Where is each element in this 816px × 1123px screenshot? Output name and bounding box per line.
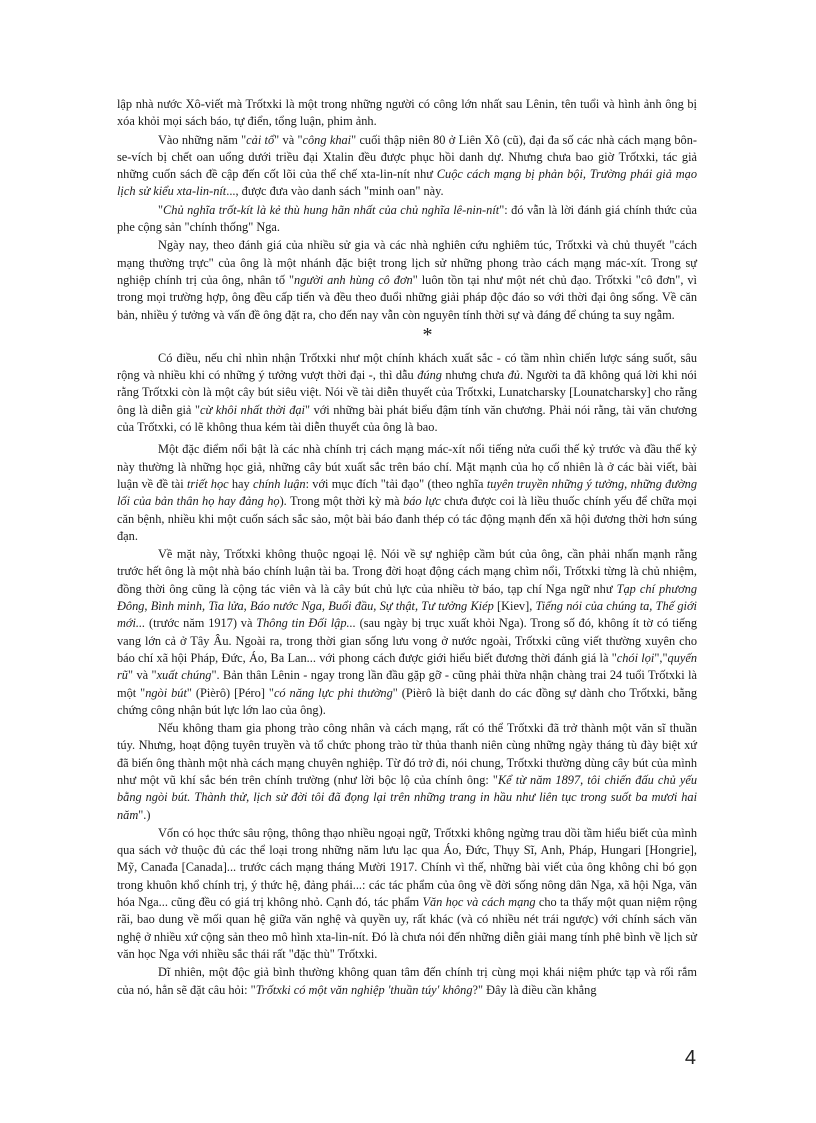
- text-run: lập nhà nước Xô-viết mà Trốtxki là một trong những người có công lớn nhất sau Lênin, tên tuổi và hình ảnh ông bị xóa khỏi mọi sách báo, tự điển, tổng luận, phim ảnh.: [117, 97, 697, 129]
- italic-text: Kể từ năm 1897, tôi chiến đấu chủ yếu bằng ngòi bút. Thành thử, lịch sử đời tôi đã đọng lại trên những trang in hầu như liên tục trong suốt ba mươi hai năm: [117, 772, 697, 822]
- text-run: " cuối thập niên 80 ở Liên Xô (cũ), đại đa số các nhà cách mạng bôn-se-vích bị chết oan uổng dưới triều đại Xtalin đều được phục hồi danh dự. Nhưng chưa bao giờ Trốtxki, tác giả những cuốn sách đề cập đến cốt lõi của thể chế xta-lin-nít như: [117, 132, 697, 182]
- text-run: (trước năm 1917) và: [145, 616, 257, 631]
- text-run: Dĩ nhiên, một độc giả bình thường không quan tâm đến chính trị cùng mọi khái niệm phức tạp và rối rắm của nó, hẳn sẽ đặt câu hỏi: ": [117, 965, 697, 997]
- text-run: chưa được coi là liều thuốc chính yếu để chữa mọi căn bệnh, nhiều khi một cuốn sách sắc sảo, một bài báo đanh thép có tác động mạnh đến xã hội đương thời hơn súng đạn.: [117, 494, 697, 543]
- text-run: ".): [138, 807, 151, 822]
- text-run: [Kiev],: [493, 599, 536, 614]
- paragraph: [117, 964, 697, 999]
- italic-text: người anh hùng cô đơn: [294, 272, 413, 287]
- text-run: ?" Đây là điều cần khẳng: [472, 982, 597, 997]
- text-run: " luôn tồn tại như một nét chủ đạo. Trốtxki "cô đơn", vì trong mọi trường hợp, ông đều cấp tiến và đều theo đuổi những giải pháp độc đáo so với thời đại ông sống. Về căn bản, nhiều ý tưởng và vấn đề ông đặt ra, cho đến nay vẫn còn nguyên tính thời sự và đáng để chúng ta suy ngẫm.: [117, 272, 697, 322]
- italic-text: công khai: [302, 132, 352, 147]
- text-run: Một đặc điểm nổi bật là các nhà chính trị cách mạng mác-xít nổi tiếng nửa cuối thế kỷ trước và đầu thế kỷ này thường là những học giả, những cây bút xuất sắc trên báo chí. Mặt mạnh của họ cố nhiên là ở các bài viết, bài luận về đề tài: [117, 442, 697, 491]
- text-run: ": [158, 202, 164, 217]
- paragraph: [117, 350, 697, 436]
- text-run: " với những bài phát biểu đậm tính văn chương. Phải nói rằng, tài văn chương của Trốtxki, có lẽ không thua kém tài diễn thuyết của ông là bao.: [117, 402, 697, 435]
- text-run: " (Pièrô) [Péro] ": [186, 685, 274, 700]
- text-run: : với mục đích "tải đạo" (theo nghĩa: [305, 476, 487, 491]
- text-run: Nếu không tham gia phong trào công nhân và cách mạng, rất có thể Trốtxki đã trở thành một văn sĩ thuần túy. Nhưng, hoạt động tuyên truyền và tổ chức phong trào từ thủa thanh niên cùng những ngày tháng tù đày biệt xứ đã biến ông thành một nhà cách mạng chuyên nghiệp. Từ đó trở đi, nói chung, Trốtxki thường dùng cây bút của mình như một vũ khí sắc bén trên chính trường (như lời bộc lộ của chính ông: ": [117, 721, 697, 787]
- page-number: 4: [684, 1047, 696, 1069]
- body-text: [117, 96, 697, 1000]
- italic-text: xuất chúng: [156, 668, 212, 683]
- italic-text: cừ khôi nhất thời đại: [199, 402, 305, 417]
- italic-text: đủ: [507, 368, 520, 383]
- text-run: ": đó vẫn là lời đánh giá chính thức của phe cộng sản "chính thống" Nga.: [117, 202, 697, 235]
- text-run: ). Trong một thời kỳ mà: [279, 494, 404, 509]
- italic-text: Chủ nghĩa trốt-kít là kẻ thù hung hãn nhất của chủ nghĩa lê-nin-nít: [163, 202, 500, 217]
- text-run: Vốn có học thức sâu rộng, thông thạo nhiều ngoại ngữ, Trốtxki không ngừng trau dồi tầm hiểu biết của mình qua sách vở thuộc đủ các thể loại trong những năm lưu lạc qua Áo, Đức, Thụy Sĩ, Anh, Pháp, Hungari [Hongrie], Mỹ, Canađa [Canada]... trước cách mạng tháng Mười 1917. Chính vì thế, những bài viết của ông không chỉ bó gọn trong khuôn khổ chính trị, ý thức hệ, đảng phái...: các tác phẩm của ông về đời sống nông dân Nga, xã hội Nga, văn hóa Nga... cũng đều có giá trị không nhỏ. Cạnh đó, tác phẩm: [117, 825, 697, 910]
- text-run: . Người ta đã không quá lời khi nói rằng Trốtxki còn là một cây bút siêu việt. Nói về tài diễn thuyết của Trốtxki, Lunatcharsky [Lounatcharsky] cho rằng ông là diễn giả ": [117, 368, 697, 417]
- text-run: ..., được đưa vào danh sách "minh oan" này.: [226, 184, 444, 199]
- text-run: Vào những năm ": [158, 132, 247, 147]
- text-run: (sau ngày bị trục xuất khỏi Nga). Trong số đó, không ít tờ có tiếng vang lớn cả ở Tây Âu. Ngoài ra, trong thời gian sống lưu vong ở nước ngoài, Trốtxki cũng viết thường xuyên cho báo chí xã hội Pháp, Đức, Áo, Ba Lan... với phong cách được giới hiểu biết đương thời đánh giá là ": [117, 616, 697, 665]
- text-run: Về mặt này, Trốtxki không thuộc ngoại lệ. Nói về sự nghiệp cầm bút của ông, cần phải nhấn mạnh rằng trước hết ông là một nhà báo chính luận tài ba. Trong đời hoạt động cách mạng chìm nổi, Trốtxki từng là chủ nhiệm, đồng thời ông cũng là cộng tác viên và là cây bút chủ lực của nhiều tờ báo, tạp chí Nga ngữ như: [117, 547, 697, 596]
- italic-text: tuyên truyền những ý tưởng, những đường lối của bản thân họ hay đảng họ: [117, 476, 697, 509]
- italic-text: Tạp chí phương Đông, Bình minh, Tia lửa, Báo nước Nga, Buổi đầu, Sự thật, Tư tưởng Kiép: [117, 581, 697, 614]
- italic-text: cải tổ: [246, 132, 275, 147]
- text-run: nhưng chưa: [441, 368, 508, 383]
- paragraph: [117, 825, 697, 963]
- italic-text: quyến rũ: [117, 650, 697, 683]
- italic-text: Trốtxki có một văn nghiệp 'thuần túy' không: [255, 982, 473, 997]
- italic-text: triết học: [186, 476, 229, 491]
- italic-text: chói lọi: [616, 650, 655, 665]
- italic-text: báo lực: [403, 494, 441, 509]
- italic-text: Văn học và cách mạng: [422, 895, 536, 910]
- text-run: cho ta thấy một quan niệm rộng rãi, bao dung về mối quan hệ giữa văn nghệ và quyền uy, rất khác (và có nhiều nét trái ngược) với chính sách văn nghệ ở nhiều xứ cộng sản theo mô hình xta-lin-nít. Đó là chưa nói đến những diễn giải mang tính phê bình về lịch sử văn học Nga với nhiều sắc thái rất "đặc thù" Trốtxki.: [117, 895, 697, 961]
- section-separator: *: [422, 323, 433, 346]
- paragraph: [117, 237, 697, 323]
- paragraph: [117, 720, 697, 824]
- paragraph: [117, 441, 697, 545]
- text-run: " và ": [274, 132, 303, 147]
- text-run: " (Pièrô là biệt danh do các đồng sự dành cho Trốtxki, bằng chứng công nhận bút lực lớn lao của ông).: [117, 685, 698, 717]
- text-run: " và ": [127, 668, 157, 683]
- italic-text: có năng lực phi thường: [273, 685, 393, 700]
- italic-text: Tiếng nói của chúng ta, Thế giới mới...: [117, 599, 697, 631]
- paragraph: [117, 202, 697, 237]
- text-run: hay: [228, 476, 253, 491]
- text-run: Ngày nay, theo đánh giá của nhiều sử gia và các nhà nghiên cứu nghiêm túc, Trốtxki và chủ thuyết "cách mạng thường trực" của ông là một nhánh đặc biệt trong lịch sử những phong trào cách mạng mác-xít. Trong sự nghiệp chính trị của ông, nhân tố ": [117, 238, 697, 287]
- paragraph: [117, 546, 697, 719]
- italic-text: Cuộc cách mạng bị phản bội, Trường phái giả mạo lịch sử kiểu xta-lin-nít: [117, 167, 697, 199]
- text-run: ",": [654, 650, 668, 665]
- text-run: Có điều, nếu chỉ nhìn nhận Trốtxki như một chính khách xuất sắc - có tầm nhìn chiến lược sáng suốt, sâu rộng và nhiều khi có những ý tưởng vượt thời đại -, thì dẫu: [117, 350, 697, 383]
- italic-text: Thông tin Đối lập...: [256, 616, 356, 631]
- paragraph: [117, 96, 697, 131]
- italic-text: đúng: [417, 368, 442, 383]
- italic-text: ngòi bút: [145, 685, 187, 700]
- paragraph: [117, 132, 697, 201]
- italic-text: chính luận: [252, 476, 306, 491]
- text-run: ". Bản thân Lênin - ngay trong lần đầu gặp gỡ - cũng phải thừa nhận chàng trai 24 tuổi Trốtxki là một ": [117, 668, 697, 700]
